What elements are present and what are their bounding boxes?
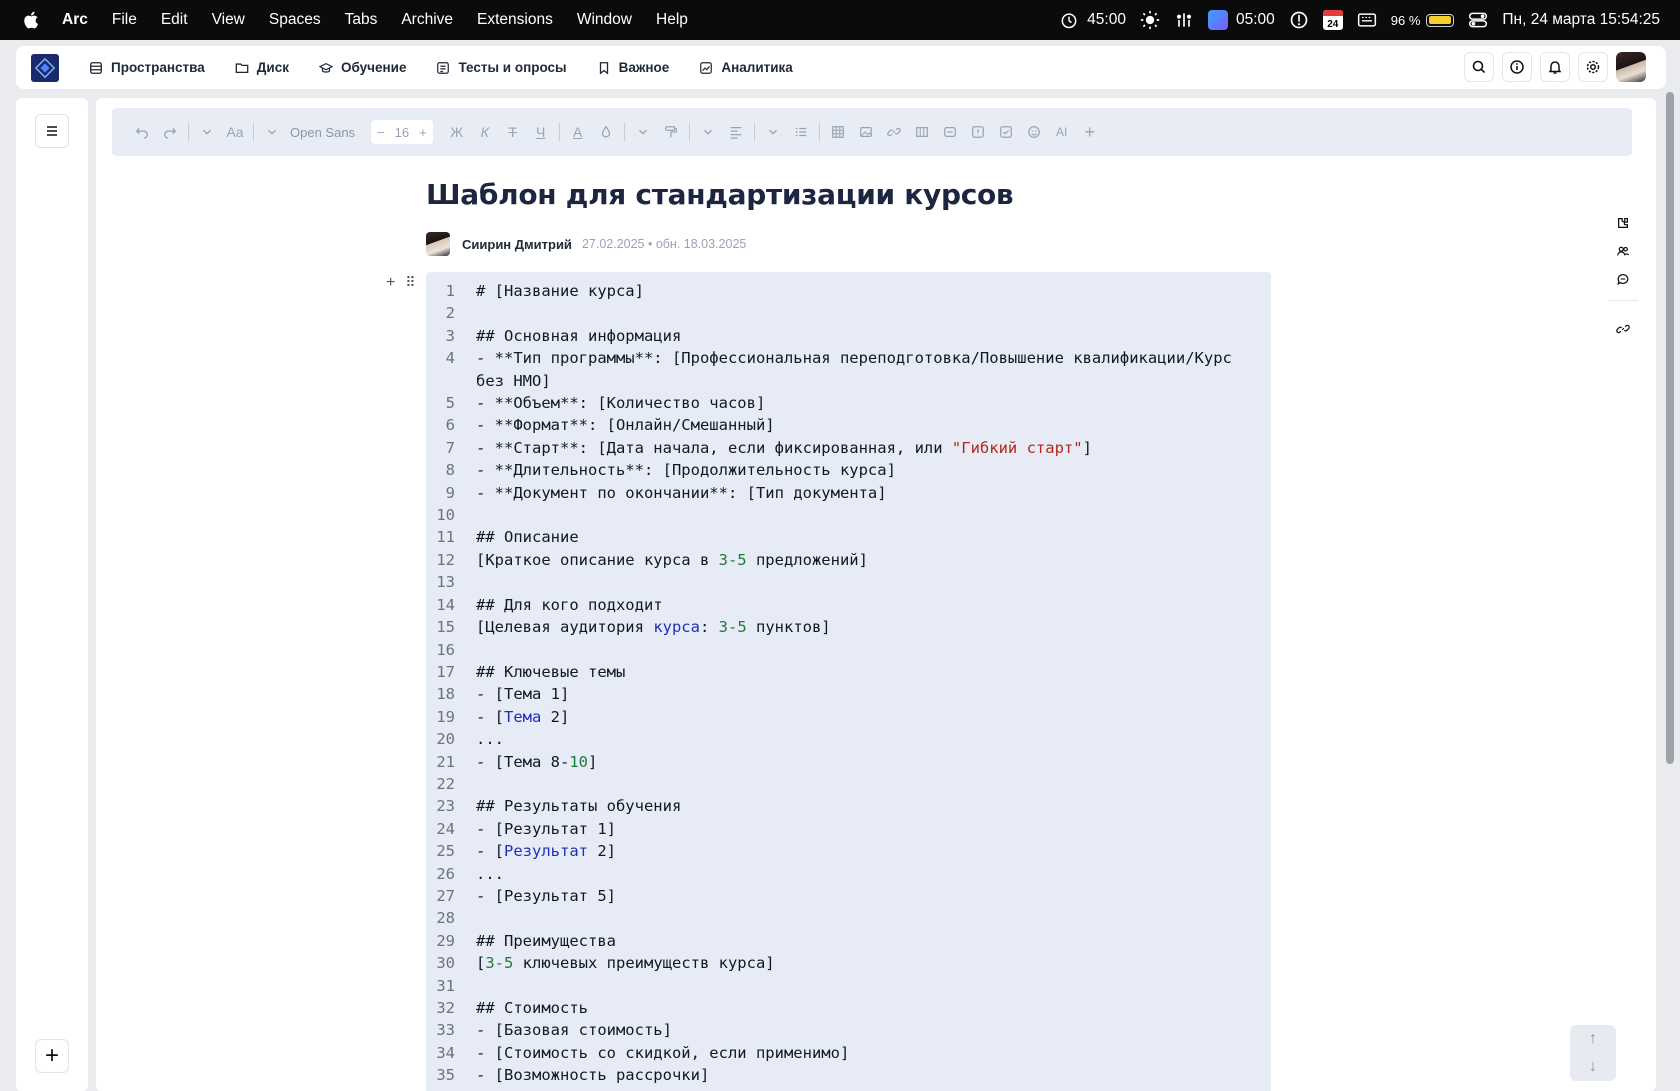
code-keyword: курса (653, 618, 700, 637)
code-segment: - [Результат 5] (476, 886, 616, 905)
line-number: 7 (445, 438, 455, 457)
code-text (457, 549, 1257, 571)
battery-percent: 96 % (1390, 12, 1421, 28)
line-number: 20 (436, 730, 455, 749)
bullet-list-button[interactable] (787, 118, 815, 146)
code-segment: ## Результаты обучения (476, 797, 682, 816)
code-text (457, 280, 1257, 302)
app-frame (0, 40, 1664, 1091)
line-number: 13 (436, 573, 455, 592)
hamburger-icon (45, 124, 59, 138)
format-painter-button[interactable] (657, 118, 685, 146)
code-segment: - [Тема 1] (476, 685, 570, 704)
nav-analytics-label: Аналитика (721, 60, 793, 75)
graduation-icon (319, 61, 333, 75)
code-number: 3-5 (485, 954, 514, 973)
code-line[interactable] (426, 1042, 1271, 1064)
code-text (457, 1042, 1257, 1064)
drag-handle-icon[interactable]: ⠿ (405, 274, 416, 290)
code-segment: - [Возможность рассрочки] (476, 1066, 710, 1085)
code-segment: ## Ключевые темы (476, 662, 626, 681)
list-dropdown[interactable] (759, 118, 787, 146)
macos-menu-bar (0, 0, 1680, 40)
clock-datetime[interactable]: Пн, 24 марта 15:54:25 (1502, 11, 1660, 28)
code-line[interactable] (426, 840, 1271, 862)
line-number: 2 (445, 304, 455, 323)
code-line[interactable] (426, 952, 1271, 974)
code-segment: - [ (476, 707, 504, 726)
line-number: 29 (436, 931, 455, 950)
status-icon[interactable] (1289, 10, 1309, 30)
code-text (457, 1064, 1257, 1086)
search-icon (1471, 59, 1487, 75)
insert-emoji-button[interactable] (1020, 118, 1048, 146)
nav-learning-label: Обучение (340, 60, 407, 75)
font-size-decrease[interactable]: − (377, 124, 385, 140)
toolbar-divider (253, 123, 254, 141)
code-text (457, 840, 1257, 862)
timer-icon (1059, 10, 1079, 30)
user-avatar[interactable] (1616, 52, 1646, 82)
code-text (457, 1019, 1257, 1041)
logo-icon (34, 57, 56, 79)
line-number: 25 (436, 842, 455, 861)
code-text (457, 414, 1257, 436)
line-number: 8 (445, 461, 455, 480)
code-segment: # [Название курса] (476, 282, 644, 300)
code-segment: 2] (588, 842, 616, 861)
test-icon (436, 61, 450, 75)
code-line[interactable] (426, 392, 1271, 414)
code-line[interactable] (426, 594, 1271, 616)
code-text (457, 571, 1257, 593)
code-text (457, 526, 1257, 548)
text-style-dropdown[interactable] (193, 118, 221, 146)
code-segment: 2] (541, 707, 570, 726)
code-text (457, 325, 1257, 347)
nav-important[interactable] (597, 60, 670, 75)
code-segment: - [Тема 8- (476, 752, 570, 771)
page-title[interactable]: Шаблон для стандартизации курсов (426, 178, 1014, 211)
code-line[interactable] (426, 459, 1271, 481)
emoji-icon (1027, 125, 1041, 139)
line-number: 18 (436, 685, 455, 704)
code-line[interactable] (426, 1064, 1271, 1086)
top-navigation (16, 46, 1666, 89)
line-number: 9 (445, 483, 455, 502)
menu-extensions[interactable]: Extensions (477, 11, 553, 28)
link-icon (887, 125, 901, 139)
image-icon (859, 125, 873, 139)
search-button[interactable] (1464, 52, 1494, 82)
line-number: 5 (445, 394, 455, 413)
code-segment: ## Преимущества (476, 931, 616, 950)
code-text (457, 683, 1257, 705)
line-number: 31 (436, 976, 455, 995)
code-line[interactable] (426, 504, 1271, 526)
code-segment: [Целевая аудитория (476, 618, 654, 637)
code-number: 3-5 (718, 550, 747, 569)
code-segment: ## Стоимость (476, 999, 588, 1017)
toolbar-divider (188, 123, 189, 141)
code-text (457, 616, 1257, 638)
code-line[interactable] (426, 639, 1271, 661)
menu-help[interactable]: Help (656, 11, 688, 28)
code-segment: - [Базовая стоимость] (476, 1021, 672, 1040)
code-segment: - **Объем**: [Количество часов] (476, 394, 766, 413)
code-text (457, 930, 1257, 952)
italic-button[interactable]: К (480, 124, 489, 140)
code-text (457, 997, 1257, 1019)
ai-assistant-button[interactable]: AI (1056, 125, 1068, 139)
code-line[interactable] (426, 325, 1271, 347)
align-left-icon (729, 125, 743, 139)
font-size-value[interactable]: 16 (394, 124, 410, 140)
toolbar-divider (624, 123, 625, 141)
focus-timer[interactable] (1059, 10, 1126, 30)
line-number: 26 (436, 864, 455, 883)
line-number: 23 (436, 797, 455, 816)
bell-icon (1547, 59, 1563, 75)
code-segment: предложений] (746, 550, 868, 569)
block-controls (386, 274, 416, 292)
code-text (457, 728, 1257, 750)
redo-icon (163, 125, 177, 139)
users-icon[interactable] (1616, 244, 1630, 258)
line-number: 32 (436, 999, 455, 1017)
embed-icon (943, 125, 957, 139)
nav-learning[interactable] (319, 60, 406, 75)
line-number: 16 (436, 640, 455, 659)
strikethrough-button[interactable]: Т (508, 124, 517, 140)
code-line[interactable] (426, 616, 1271, 638)
code-line[interactable] (426, 437, 1271, 459)
text-case-button[interactable]: Aa (226, 124, 244, 140)
code-segment: - [Стоимость со скидкой, если применимо] (476, 1043, 850, 1062)
keyboard-icon[interactable] (1357, 10, 1377, 30)
chevron-down-icon (701, 125, 715, 139)
underline-button[interactable]: Ч (536, 124, 546, 140)
code-text (457, 347, 1257, 392)
code-line[interactable] (426, 997, 1271, 1019)
info-icon (1509, 59, 1525, 75)
right-side-tools (1616, 216, 1638, 336)
code-text (457, 392, 1257, 414)
code-line[interactable] (426, 930, 1271, 952)
pomodoro-value: 05:00 (1235, 11, 1275, 28)
company-logo[interactable] (31, 54, 59, 82)
document-editor (96, 98, 1656, 1091)
line-number: 14 (436, 595, 455, 614)
insert-callout-button[interactable] (964, 118, 992, 146)
code-keyword: Результат (504, 842, 588, 861)
code-segment: ... (476, 864, 504, 883)
insert-link-button[interactable] (880, 118, 908, 146)
columns-icon (915, 125, 929, 139)
network-icon[interactable] (1174, 10, 1194, 30)
code-segment: - **Длительность**: [Продолжительность курса] (476, 461, 896, 480)
table-icon (831, 125, 845, 139)
code-text (457, 661, 1257, 683)
code-text (457, 818, 1257, 840)
code-segment: пунктов] (746, 618, 831, 637)
gear-icon (1585, 59, 1601, 75)
toolbar-divider (754, 123, 755, 141)
align-dropdown[interactable] (694, 118, 722, 146)
line-number: 33 (436, 1021, 455, 1040)
code-text (457, 706, 1257, 728)
code-line[interactable] (426, 773, 1271, 795)
code-text (457, 437, 1257, 459)
code-segment: : (699, 618, 719, 637)
line-number: 34 (436, 1043, 455, 1062)
nav-tests-label: Тесты и опросы (458, 60, 567, 75)
align-left-button[interactable] (722, 118, 750, 146)
info-button[interactable] (1502, 52, 1532, 82)
toolbar-divider (819, 123, 820, 141)
line-number: 21 (436, 752, 455, 771)
code-segment: ## Для кого подходит (476, 595, 663, 614)
nav-spaces-label: Пространства (111, 60, 205, 75)
line-number: 11 (436, 528, 455, 547)
code-text (457, 975, 1257, 997)
line-number: 24 (436, 819, 455, 838)
code-text (457, 863, 1257, 885)
font-family-select[interactable]: Open Sans (290, 124, 356, 140)
code-line[interactable] (426, 526, 1271, 548)
code-segment: - **Формат**: [Онлайн/Смешанный] (476, 416, 775, 435)
timer-value: 45:00 (1087, 11, 1126, 28)
code-line[interactable] (426, 549, 1271, 571)
toolbar-divider (689, 123, 690, 141)
author-name[interactable]: Сиирин Дмитрий (462, 236, 572, 252)
battery-status[interactable] (1391, 13, 1455, 28)
font-dropdown-chevron[interactable] (258, 118, 286, 146)
puzzle-icon[interactable] (1616, 216, 1630, 230)
code-segment: - **Тип программы**: [Профессиональная переподготовка/Повышение квалификации/Курс без НМО] (476, 349, 1242, 390)
analytics-icon (699, 61, 713, 75)
scroll-down-button[interactable]: ↓ (1589, 1058, 1597, 1075)
code-line[interactable] (426, 751, 1271, 773)
scroll-up-button[interactable]: ↑ (1589, 1030, 1597, 1047)
code-segment: - **Документ по окончании**: [Тип документа] (476, 483, 887, 502)
menu-app-name[interactable]: Arc (62, 11, 88, 28)
text-color-button[interactable]: A (573, 124, 583, 140)
scroll-navigation (1570, 1025, 1616, 1081)
code-text (457, 504, 1257, 526)
comment-icon[interactable] (1616, 272, 1630, 286)
nav-disk-label: Диск (256, 60, 289, 75)
line-number: 10 (436, 506, 455, 525)
insert-image-button[interactable] (852, 118, 880, 146)
document-dates: 27.02.2025 • обн. 18.03.2025 (581, 237, 747, 251)
bookmark-icon (597, 61, 611, 75)
chevron-down-icon (766, 125, 780, 139)
code-number: 3-5 (718, 618, 747, 637)
nav-spaces[interactable] (89, 60, 205, 75)
line-number: 17 (436, 662, 455, 681)
line-number: 1 (445, 282, 455, 300)
brightness-icon[interactable] (1140, 10, 1160, 30)
code-segment: ] (588, 752, 598, 771)
link-icon[interactable] (1616, 322, 1630, 336)
spaces-icon (89, 61, 103, 75)
apple-icon[interactable] (22, 10, 42, 30)
code-text (457, 773, 1257, 795)
insert-checkbox-button[interactable] (992, 118, 1020, 146)
code-line[interactable] (426, 907, 1271, 929)
settings-button[interactable] (1578, 52, 1608, 82)
chevron-down-icon (265, 125, 279, 139)
add-block-button[interactable]: + (386, 274, 396, 291)
line-number: 27 (436, 886, 455, 905)
menu-spaces[interactable]: Spaces (268, 11, 321, 28)
code-line[interactable] (426, 706, 1271, 728)
nav-disk[interactable] (235, 60, 289, 75)
chevron-down-icon (636, 125, 650, 139)
formatting-toolbar (112, 108, 1632, 156)
code-segment: ## Основная информация (476, 326, 682, 345)
code-text (457, 482, 1257, 504)
code-segment: - [ (476, 842, 504, 861)
line-number: 12 (436, 550, 455, 569)
code-line[interactable] (426, 414, 1271, 436)
undo-button[interactable] (128, 118, 156, 146)
code-text (457, 751, 1257, 773)
notifications-button[interactable] (1540, 52, 1570, 82)
line-number: 28 (436, 909, 455, 928)
pomodoro-timer[interactable] (1208, 10, 1275, 30)
code-segment: [ (476, 954, 486, 973)
code-segment: ] (1082, 438, 1092, 457)
code-line[interactable] (426, 863, 1271, 885)
code-segment: - **Старт**: [Дата начала, если фиксированная, или (476, 438, 952, 457)
insert-columns-button[interactable] (908, 118, 936, 146)
insert-more-button[interactable]: + (1084, 121, 1095, 142)
font-size-increase[interactable]: + (419, 124, 427, 140)
redo-button[interactable] (156, 118, 184, 146)
line-number: 3 (445, 326, 455, 345)
code-text (457, 302, 1257, 324)
nav-analytics[interactable] (699, 60, 792, 75)
paint-roller-icon (664, 125, 678, 139)
line-number: 22 (436, 774, 455, 793)
menu-edit[interactable]: Edit (160, 11, 188, 28)
code-keyword: Тема (504, 707, 542, 726)
highlight-button[interactable] (592, 118, 620, 146)
nav-important-label: Важное (618, 60, 670, 75)
code-line[interactable] (426, 683, 1271, 705)
code-text (457, 459, 1257, 481)
menu-archive[interactable]: Archive (401, 11, 454, 28)
line-number: 6 (445, 416, 455, 435)
calendar-icon[interactable] (1323, 10, 1343, 30)
code-line[interactable] (426, 482, 1271, 504)
menu-file[interactable]: File (111, 11, 137, 28)
code-line[interactable] (426, 661, 1271, 683)
sidebar-add-button[interactable]: + (35, 1039, 69, 1073)
code-line[interactable] (426, 571, 1271, 593)
nav-tests[interactable] (436, 60, 566, 75)
code-string: "Гибкий старт" (951, 438, 1083, 457)
code-line[interactable] (426, 280, 1271, 302)
undo-icon (135, 125, 149, 139)
insert-embed-button[interactable] (936, 118, 964, 146)
control-center-icon[interactable] (1468, 10, 1488, 30)
battery-level (1429, 16, 1451, 24)
code-line[interactable] (426, 795, 1271, 817)
line-number: 15 (436, 618, 455, 637)
document-meta (426, 232, 746, 256)
code-segment: [Краткое описание курса в (476, 550, 719, 569)
font-size-stepper[interactable] (371, 120, 433, 144)
code-segment: ... (476, 730, 504, 749)
calendar-day: 24 (1327, 19, 1339, 30)
menu-view[interactable]: View (211, 11, 245, 28)
droplet-icon (599, 125, 613, 139)
toolbar-divider (559, 123, 560, 141)
code-segment: ключевых преимуществ курса] (513, 954, 775, 973)
line-number: 4 (445, 349, 455, 368)
callout-icon (971, 125, 985, 139)
code-text (457, 594, 1257, 616)
code-line[interactable] (426, 885, 1271, 907)
page-scrollbar[interactable] (1666, 92, 1674, 764)
checkbox-icon (999, 125, 1013, 139)
code-number: 10 (569, 752, 588, 771)
code-segment: - [Результат 1] (476, 819, 616, 838)
code-line[interactable] (426, 728, 1271, 750)
bold-button[interactable]: Ж (450, 124, 464, 140)
folder-icon (235, 61, 249, 75)
menu-tabs[interactable]: Tabs (344, 11, 378, 28)
side-tools-divider (1608, 300, 1638, 308)
sidebar-toggle-button[interactable] (35, 114, 69, 148)
top-actions (1464, 52, 1646, 82)
chevron-down-icon (200, 125, 214, 139)
menu-window[interactable]: Window (576, 11, 632, 28)
code-text (457, 952, 1257, 974)
code-text (457, 795, 1257, 817)
code-line[interactable] (426, 302, 1271, 324)
line-number: 35 (436, 1066, 455, 1085)
code-text (457, 639, 1257, 661)
code-segment: ## Описание (476, 528, 579, 547)
line-number: 30 (436, 954, 455, 973)
code-text (457, 907, 1257, 929)
code-line[interactable] (426, 347, 1271, 392)
left-sidebar (16, 98, 88, 1091)
insert-table-button[interactable] (824, 118, 852, 146)
list-icon (794, 125, 808, 139)
code-text (457, 885, 1257, 907)
pomodoro-icon (1208, 10, 1228, 30)
author-avatar[interactable] (426, 232, 450, 256)
style-dropdown[interactable] (629, 118, 657, 146)
code-block[interactable] (426, 272, 1271, 1091)
code-line[interactable] (426, 975, 1271, 997)
code-line[interactable] (426, 818, 1271, 840)
battery-icon (1426, 14, 1454, 27)
code-line[interactable] (426, 1019, 1271, 1041)
line-number: 19 (436, 707, 455, 726)
